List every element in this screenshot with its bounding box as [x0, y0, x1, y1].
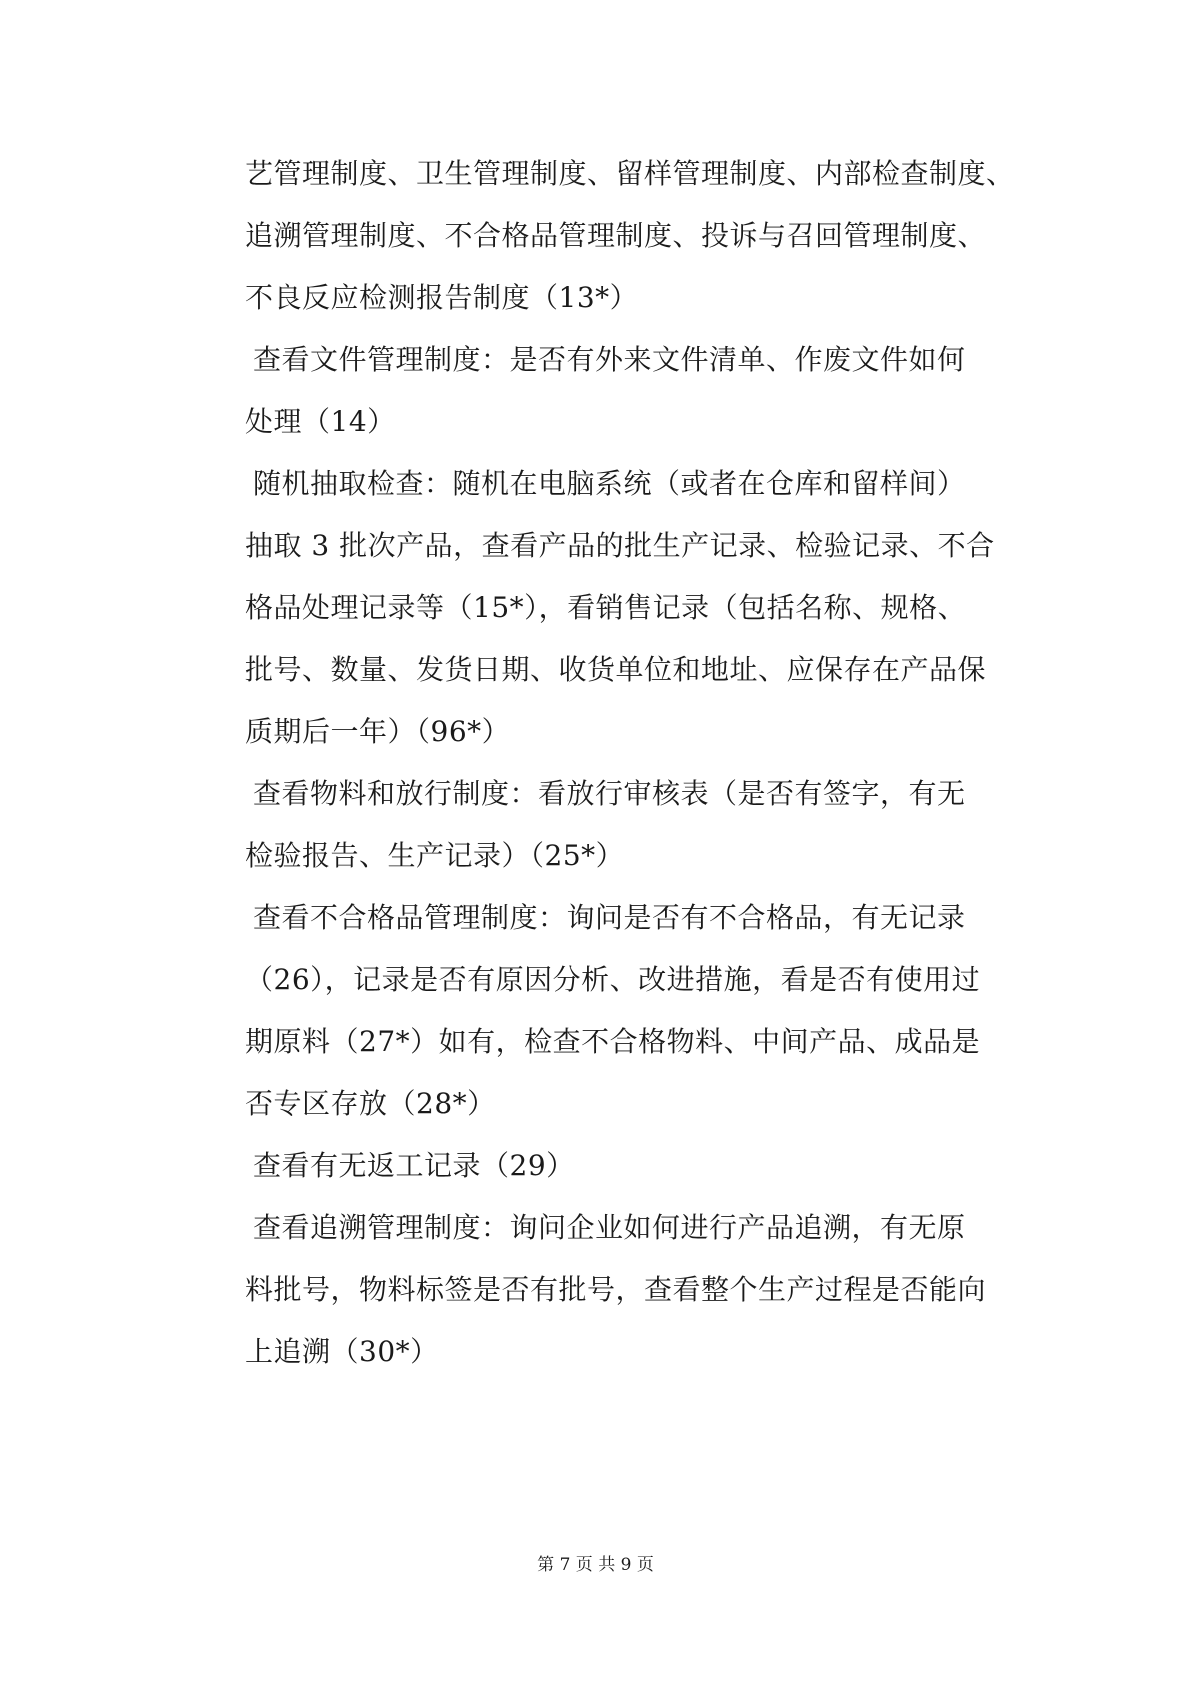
text-line: 追溯管理制度、不合格品管理制度、投诉与召回管理制度、 — [245, 219, 987, 252]
text-line: 批号、数量、发货日期、收货单位和地址、应保存在产品保 — [245, 653, 987, 686]
text-line: 期原料（27*）如有，检查不合格物料、中间产品、成品是 — [245, 1025, 981, 1058]
paragraph-start-line: 查看物料和放行制度：看放行审核表（是否有签字，有无 — [253, 777, 966, 810]
paragraph-start-line: 查看追溯管理制度：询问企业如何进行产品追溯，有无原 — [253, 1211, 966, 1244]
text-line: 检验报告、生产记录）（25*） — [245, 839, 625, 872]
paragraph-start-line: 查看文件管理制度：是否有外来文件清单、作废文件如何 — [253, 343, 966, 376]
text-line: 质期后一年）（96*） — [245, 715, 511, 748]
text-line: （26），记录是否有原因分析、改进措施，看是否有使用过 — [245, 963, 981, 996]
page-number-footer: 第 7 页 共 9 页 — [537, 1555, 654, 1575]
text-line: 格品处理记录等（15*），看销售记录（包括名称、规格、 — [245, 591, 967, 624]
text-line: 艺管理制度、卫生管理制度、留样管理制度、内部检查制度、 — [245, 157, 1015, 190]
paragraph-start-line: 查看有无返工记录（29） — [253, 1149, 575, 1182]
text-line: 否专区存放（28*） — [245, 1087, 496, 1120]
paragraph-start-line: 随机抽取检查：随机在电脑系统（或者在仓库和留样间） — [253, 467, 966, 500]
text-line: 处理（14） — [245, 405, 396, 438]
text-line: 上追溯（30*） — [245, 1335, 439, 1368]
text-line: 料批号，物料标签是否有批号，查看整个生产过程是否能向 — [245, 1273, 987, 1306]
text-line: 不良反应检测报告制度（13*） — [245, 281, 639, 314]
text-line: 抽取 3 批次产品，查看产品的批生产记录、检验记录、不合 — [245, 529, 995, 562]
paragraph-start-line: 查看不合格品管理制度：询问是否有不合格品，有无记录 — [253, 901, 966, 934]
document-body — [245, 143, 1025, 1383]
